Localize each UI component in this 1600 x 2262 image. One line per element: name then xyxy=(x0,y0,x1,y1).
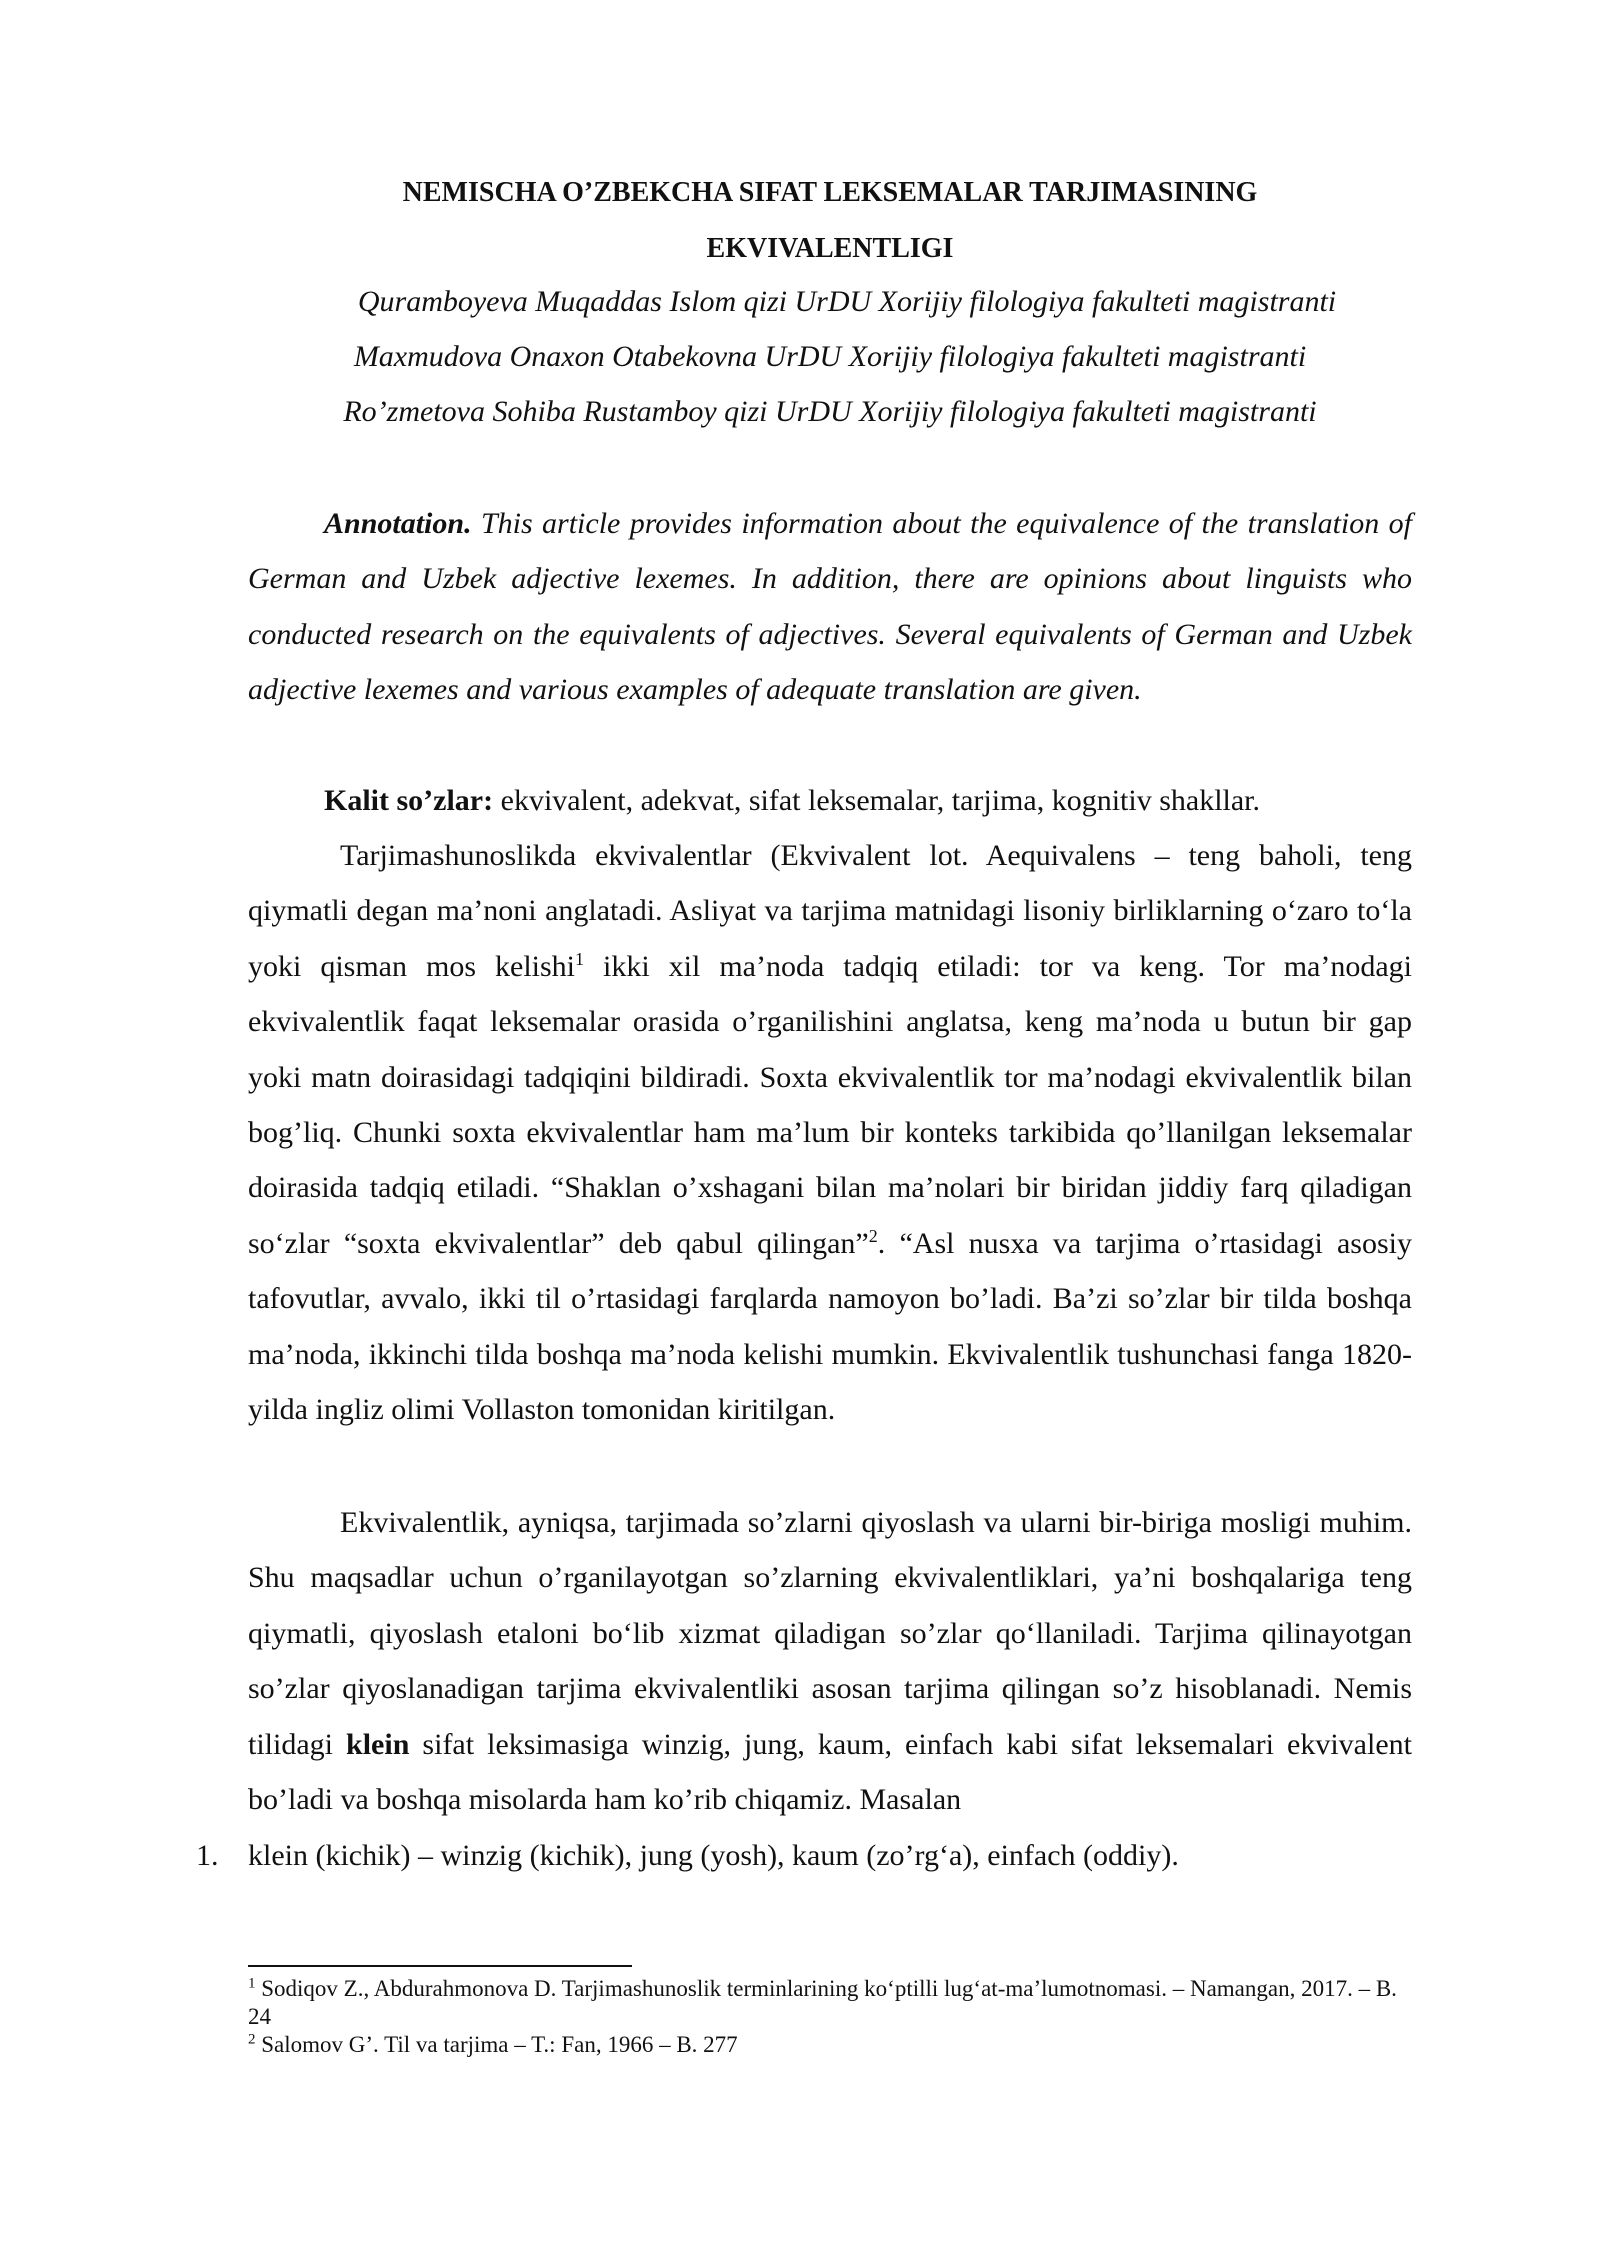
paragraph-1-text-a: Tarjimashunoslikda ekvivalentlar (Ekvivalent lot. Aequivalens – teng baholi, teng qiymatli degan ma’noni anglatadi. Asliyat va tarjima matnidagi lisoniy birliklarning o‘zaro to‘la yoki qisman mos kelishi xyxy=(248,839,1412,983)
author-2: Maxmudova Onaxon Otabekovna UrDU Xorijiy filologiya fakulteti magistranti xyxy=(353,340,1307,373)
footnote-1-text: Sodiqov Z., Abdurahmonova D. Tarjimashunoslik terminlarining ko‘ptilli lug‘at-ma’lumotnomasi. – Namangan, 2017. – B. 24 xyxy=(248,1976,1397,2029)
footnote-ref-2[interactable]: 2 xyxy=(868,1225,878,1246)
annotation-paragraph xyxy=(248,496,1412,718)
keywords-text: ekvivalent, adekvat, sifat leksemalar, tarjima, kognitiv shakllar. xyxy=(493,784,1261,817)
footnote-2-mark: 2 xyxy=(248,2031,256,2048)
keywords-paragraph xyxy=(248,773,1412,828)
footnote-separator xyxy=(248,1965,632,1967)
annotation-text: This article provides information about the equivalence of the translation of German and Uzbek adjective lexemes. In addition, there are opinions about linguists who conducted research on the equivalents of adjectives. Several equivalents of German and Uzbek adjective lexemes and various examples of adequate translation are given. xyxy=(248,507,1412,707)
paragraph-2-text-a: Ekvivalentlik, ayniqsa, tarjimada so’zlarni qiyoslash va ularni bir-biriga mosligi muhim. Shu maqsadlar uchun o’rganilayotgan so’zlarning ekvivalentliklari, ya’ni boshqalariga teng qiymatli, qiyoslash etaloni bo‘lib xizmat qiladigan so’zlar qo‘llaniladi. Tarjima qilinayotgan so’zlar qiyoslanadigan tarjima ekvivalentliki asosan tarjima qilingan so’z hisoblanadi. Nemis tilidagi xyxy=(248,1506,1412,1761)
footnote-2-text: Salomov G’. Til va tarjima – T.: Fan, 1966 – B. 277 xyxy=(255,2032,738,2057)
list-item-text: klein (kichik) – winzig (kichik), jung (yosh), kaum (zo’rg‘a), einfach (oddiy). xyxy=(248,1839,1179,1872)
paragraph-2-text-b: sifat leksimasiga winzig, jung, kaum, einfach kabi sifat leksemalari ekvivalent bo’ladi va boshqa misolarda ham ko’rib chiqamiz. Masalan xyxy=(248,1727,1412,1817)
annotation-label: Annotation. xyxy=(324,507,472,540)
footnote-1-mark: 1 xyxy=(248,1975,256,1992)
list-item-number: 1. xyxy=(196,1839,219,1872)
article-title-line-2: EKVIVALENTLIGI xyxy=(706,233,954,264)
footnote-2 xyxy=(248,2031,1412,2059)
paragraph-1-text-b: ikki xil ma’noda tadqiq etiladi: tor va keng. Tor ma’nodagi ekvivalentlik faqat leksemalar orasida o’rganilishini anglatsa, keng ma’noda u butun bir gap yoki matn doirasidagi tadqiqini bildiradi. Soxta ekvivalentlik tor ma’nodagi ekvivalentlik bilan bog’liq. Chunki soxta ekvivalentlar ham ma’lum bir konteks tarkibida qo’llanilgan leksemalar doirasida tadqiq etiladi. “Shaklan o’xshagani bilan ma’nolari bir biridan jiddiy farq qiladigan so‘zlar “soxta ekvivalentlar” deb qabul qilingan” xyxy=(248,949,1413,1260)
body-paragraph-1 xyxy=(248,828,1412,1437)
article-title-line-1: NEMISCHA O’ZBEKCHA SIFAT LEKSEMALAR TARJIMASINING xyxy=(402,177,1258,208)
body-paragraph-2 xyxy=(248,1495,1412,1827)
footnote-ref-1[interactable]: 1 xyxy=(575,948,584,969)
paragraph-2-bold-word: klein xyxy=(346,1727,410,1761)
footnote-1 xyxy=(248,1975,1412,2031)
author-1: Quramboyeva Muqaddas Islom qizi UrDU Xorijiy filologiya fakulteti magistranti xyxy=(357,285,1337,318)
paragraph-1-text-c: . “Asl nusxa va tarjima o’rtasidagi asosiy tafovutlar, avvalo, ikki til o’rtasidagi farqlarda namoyon bo’ladi. Ba’zi so’zlar bir tilda boshqa ma’noda, ikkinchi tilda boshqa ma’noda kelishi mumkin. Ekvivalentlik tushunchasi fanga 1820- yilda ingliz olimi Vollaston tomonidan kiritilgan. xyxy=(248,1226,1412,1427)
author-3: Ro’zmetova Sohiba Rustamboy qizi UrDU Xorijiy filologiya fakulteti magistranti xyxy=(343,395,1317,428)
footnotes xyxy=(248,1975,1412,2059)
keywords-label: Kalit so’zlar: xyxy=(324,784,494,817)
